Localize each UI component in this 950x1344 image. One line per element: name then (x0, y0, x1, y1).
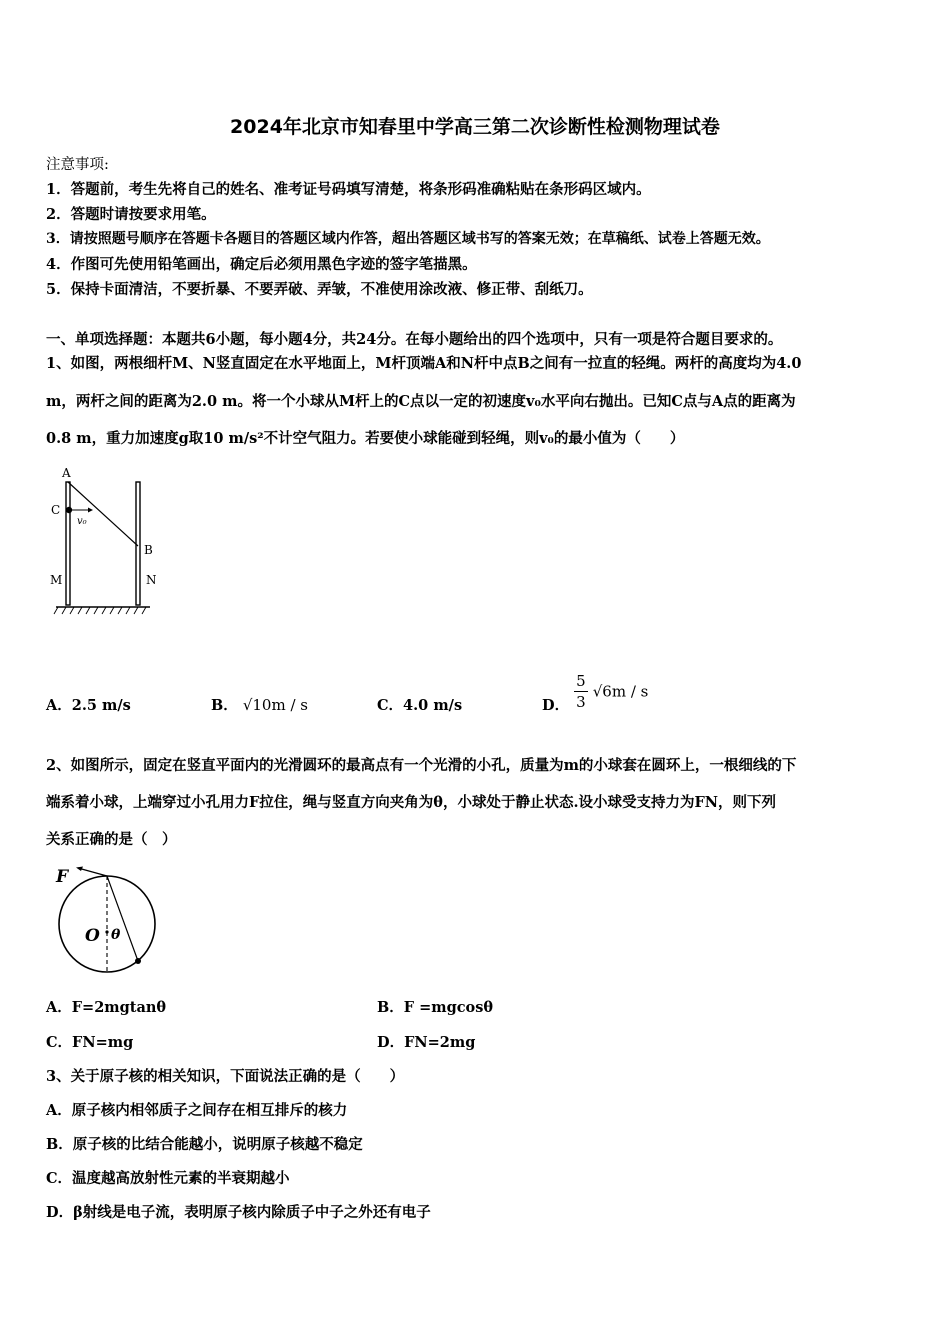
q1-figure-rods (46, 462, 166, 622)
q3-option-a: A．原子核内相邻质子之间存在相互排斥的核力 (46, 1102, 348, 1119)
page-title: 2024年北京市知春里中学高三第二次诊断性检测物理试卷 (230, 116, 720, 138)
q1-option-d-numerator: 5 (576, 672, 586, 690)
q1-option-b (211, 694, 308, 715)
question-3-stem: 3、关于原子核的相关知识，下面说法正确的是（ ） (46, 1068, 405, 1085)
notice-item: 1．答题前，考生先将自己的姓名、准考证号码填写清楚，将条形码准确粘贴在条形码区域内。 (46, 181, 651, 198)
q2-option-d: D．FN=2mg (377, 1034, 476, 1051)
question-2-line: 2、如图所示，固定在竖直平面内的光滑圆环的最高点有一个光滑的小孔，质量为m的小球套在圆环上，一根细线的下 (46, 757, 797, 774)
question-1-line: m，两杆之间的距离为2.0 m。将一个小球从M杆上的C点以一定的初速度v₀水平向右抛出。已知C点与A点的距离为 (46, 393, 796, 410)
label-C: C (51, 503, 61, 517)
q3-option-c: C．温度越高放射性元素的半衰期越小 (46, 1170, 290, 1187)
question-2-line: 关系正确的是（ ） (46, 831, 177, 848)
q3-option-b: B．原子核的比结合能越小，说明原子核越不稳定 (46, 1136, 363, 1153)
label-M: M (50, 573, 63, 587)
q1-option-d-fraction (574, 671, 588, 712)
notice-heading: 注意事项: (46, 157, 109, 173)
label-theta: θ (111, 927, 121, 943)
question-1-line: 0.8 m，重力加速度g取10 m/s²不计空气阻力。若要使小球能碰到轻绳，则v₀的最小值为（ ） (46, 430, 685, 447)
label-v0: v₀ (77, 516, 87, 527)
notice-item: 3．请按照题号顺序在答题卡各题目的答题区域内作答，超出答题区域书写的答案无效；在草稿纸、试卷上答题无效。 (46, 231, 770, 247)
label-A: A (62, 466, 71, 480)
q1-option-d-prefix: D． (542, 697, 570, 714)
label-O: O (85, 926, 100, 946)
question-1-line: 1、如图，两根细杆M、N竖直固定在水平地面上，M杆顶端A和N杆中点B之间有一拉直的轻绳。两杆的高度均为4.0 (46, 355, 802, 372)
notice-item: 5．保持卡面清洁，不要折暴、不要弄破、弄皱，不准使用涂改液、修正带、刮纸刀。 (46, 281, 593, 298)
q1-option-c: C．4.0 m/s (377, 697, 463, 714)
notice-item: 4．作图可先使用铅笔画出，确定后必须用黑色字迹的签字笔描黑。 (46, 256, 477, 273)
q1-option-d-value: √6m / s (592, 682, 649, 701)
q2-option-b: B．F =mgcosθ (377, 999, 494, 1016)
label-F: F (56, 867, 69, 887)
label-N: N (146, 573, 157, 587)
q1-option-d (542, 668, 648, 715)
question-2-line: 端系着小球，上端穿过小孔用力F拉住，绳与竖直方向夹角为θ，小球处于静止状态.设小球受支持力为FN，则下列 (46, 794, 777, 811)
q2-option-a: A．F=2mgtanθ (46, 999, 167, 1016)
q1-option-a: A．2.5 m/s (46, 697, 131, 714)
section-heading: 一、单项选择题：本题共6小题，每小题4分，共24分。在每小题给出的四个选项中，只有一项是符合题目要求的。 (46, 331, 783, 348)
q1-option-d-denominator: 3 (576, 693, 586, 711)
q2-figure-ring (50, 862, 170, 987)
label-B: B (144, 543, 153, 557)
q3-option-d: D．β射线是电子流，表明原子核内除质子中子之外还有电子 (46, 1204, 431, 1221)
q1-option-b-prefix: B． (211, 697, 238, 714)
q2-option-c: C．FN=mg (46, 1034, 134, 1051)
notice-item: 2．答题时请按要求用笔。 (46, 206, 216, 223)
q1-option-b-value: √10m / s (242, 696, 308, 714)
